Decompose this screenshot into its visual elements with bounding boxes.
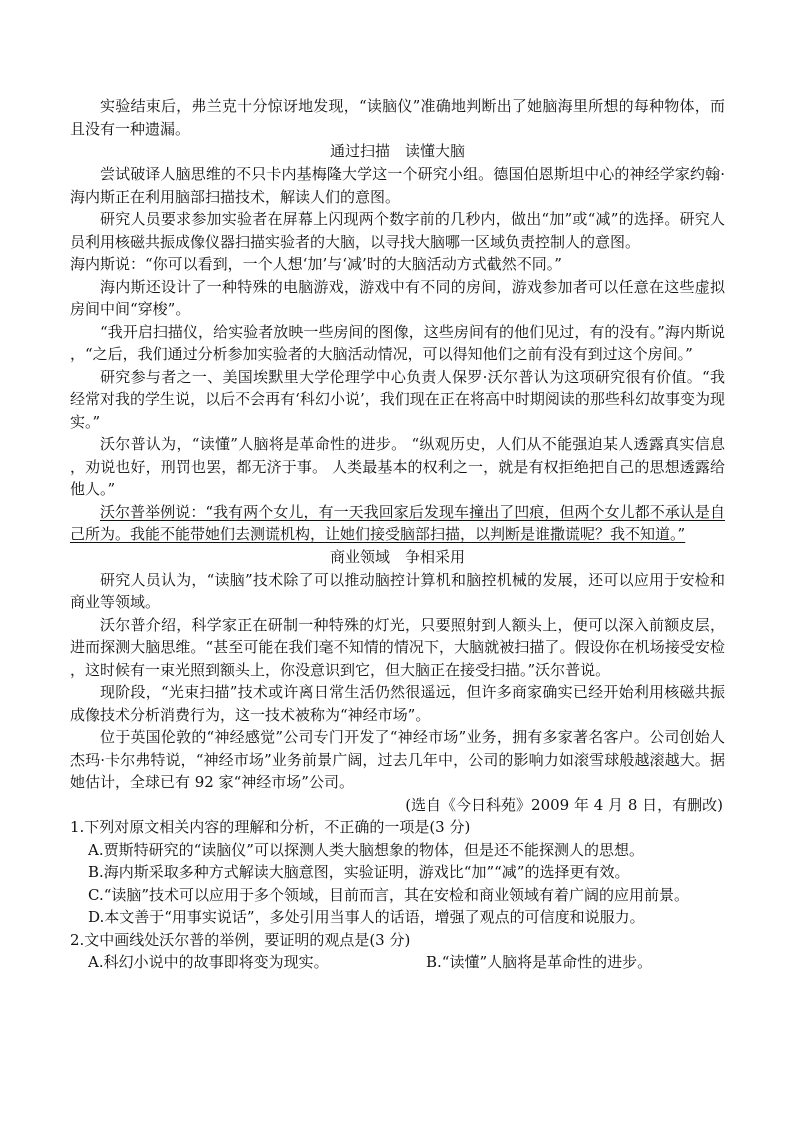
section-heading-commerce: 商业领域 争相采用	[329, 547, 465, 566]
question-2-options	[70, 951, 725, 974]
paragraph-revolutionary-progress: 沃尔普认为，“读懂”人脑将是革命性的进步。 “纵观历史，人们从不能强迫某人透露真实信息，劝说也好，刑罚也罢，都无济于事。 人类最基本的权利之一，就是有权拒绝把自己的思想透露给他人。”	[70, 435, 725, 498]
question-2-option-b: B.“读懂”人脑将是革命性的进步。	[426, 953, 653, 971]
paragraph-neurosense-company: 位于英国伦敦的“神经感觉”公司专门开发了“神经市场”业务，拥有多家著名客户。公司创始人杰玛·卡尔弗特说，“神经市场”业务前景广阔，过去几年中，公司的影响力如滚雪球般越滚越大。据她估计，全球已有 92 家“神经市场”公司。	[70, 728, 725, 791]
paragraph-wolpe-value: 研究参与者之一、美国埃默里大学伦理学中心负责人保罗·沃尔普认为这项研究很有价值。“我经常对我的学生说，以后不会再有‘科幻小说’，我们现在正在将高中时期阅读的那些科幻故事变为现实。”	[70, 367, 725, 431]
question-1-option-a: A.贾斯特研究的“读脑仪”可以探测人类大脑想象的物体，但是还不能探测人的思想。	[88, 840, 644, 859]
underlined-example-paragraph: 沃尔普举例说：“我有两个女儿，有一天我回家后发现车撞出了凹痕，但两个女儿都不承认是自己所为。我能不能带她们去测谎机构，让她们接受脑部扫描，以判断是谁撒谎呢？我不知道。”	[70, 502, 725, 543]
paragraph-computer-game: 海内斯还设计了一种特殊的电脑游戏，游戏中有不同的房间，游戏参加者可以任意在这些虚拟房间中间“穿梭”。	[70, 277, 725, 318]
source-citation: (选自《今日科苑》2009 年 4 月 8 日，有删改)	[405, 795, 723, 814]
section-heading-scan: 通过扫描 读懂大脑	[329, 142, 465, 160]
exam-page	[70, 95, 725, 974]
question-1-stem: 1.下列对原文相关内容的理解和分析，不正确的一项是(3 分)	[70, 818, 471, 836]
paragraph-room-images: “我开启扫描仪，给实验者放映一些房间的图像，这些房间有的他们见过，有的没有。”海内斯说，“之后，我们通过分析参加实验者的大脑活动情况，可以得知他们之前有没有到过这个房间。”	[70, 322, 725, 363]
paragraph-add-subtract-experiment: 研究人员要求参加实验者在屏幕上闪现两个数字前的几秒内，做出“加”或“减”的选择。研究人员利用核磁共振成像仪器扫描实验者的大脑，以寻找大脑哪一区域负责控制人的意图。	[70, 210, 725, 251]
question-2-stem: 2.文中画线处沃尔普的举例，要证明的观点是(3 分)	[70, 930, 411, 949]
paragraph-neuromarketing: 现阶段，“光束扫描”技术或许离日常生活仍然很遥远，但许多商家确实已经开始利用核磁共振成像技术分析消费行为，这一技术被称为“神经市场”。	[70, 683, 725, 724]
paragraph-experiment-result: 实验结束后，弗兰克十分惊讶地发现，“读脑仪”准确地判断出了她脑海里所想的每种物体，而且没有一种遗漏。	[70, 97, 725, 138]
question-2-option-a: A.科幻小说中的故事即将变为现实。	[88, 953, 329, 971]
paragraph-light-scanning: 沃尔普介绍，科学家正在研制一种特殊的灯光，只要照射到人额头上，便可以深入前额皮层，进而探测大脑思维。“甚至可能在我们毫不知情的情况下，大脑就被扫描了。假设你在机场接受安检，这时候有一束光照到额头上，你没意识到它，但大脑正在接受扫描。”沃尔普说。	[70, 615, 725, 679]
question-1-option-d: D.本文善于“用事实说话”，多处引用当事人的话语，增强了观点的可信度和说服力。	[88, 908, 645, 926]
paragraph-haynes-quote: 海内斯说：“你可以看到，一个人想‘加’与‘减’时的大脑活动方式截然不同。”	[70, 255, 562, 273]
question-1-option-b: B.海内斯采取多种方式解读大脑意图，实验证明，游戏比“加”“减”的选择更有效。	[88, 863, 630, 881]
paragraph-applications: 研究人员认为，“读脑”技术除了可以推动脑控计算机和脑控机械的发展，还可以应用于安检和商业等领域。	[70, 570, 725, 611]
question-1-option-c: C.“读脑”技术可以应用于多个领域，目前而言，其在安检和商业领域有着广阔的应用前景。	[88, 885, 690, 904]
paragraph-research-groups: 尝试破译人脑思维的不只卡内基梅隆大学这一个研究小组。德国伯恩斯坦中心的神经学家约翰·海内斯正在利用脑部扫描技术，解读人们的意图。	[70, 165, 725, 206]
